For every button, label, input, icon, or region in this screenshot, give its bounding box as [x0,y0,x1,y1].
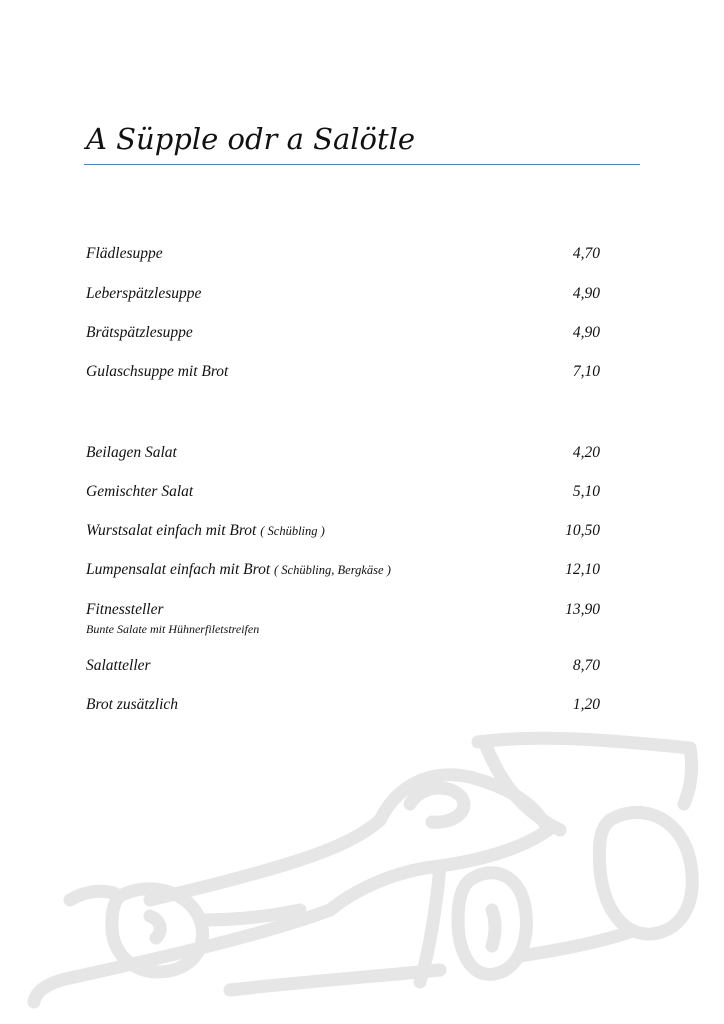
item-note: ( Schübling ) [260,524,325,538]
title-underline [84,164,640,165]
item-name: Leberspätzlesuppe [86,285,202,302]
item-name: Gulaschsuppe mit Brot [86,363,229,380]
item-name: Brot zusätzlich [86,696,179,713]
page-title: A Süpple odr a Salötle [86,122,416,156]
item-name: Fitnessteller [86,601,164,618]
item-price: 4,90 [572,285,600,302]
race-car-icon [0,720,724,1024]
item-price: 7,10 [572,363,600,380]
item-price: 5,10 [572,483,600,500]
item-price: 1,20 [572,696,600,713]
item-name: Brätspätzlesuppe [86,324,193,341]
item-note: ( Schübling, Bergkäse ) [274,563,391,577]
item-name: Wurstsalat einfach mit Brot [86,522,257,539]
item-price: 10,50 [565,522,600,539]
item-price: 4,20 [572,444,600,461]
menu-item-fitnessteller [86,600,600,640]
item-price: 4,90 [572,324,600,341]
item-name: Lumpensalat einfach mit Brot [86,561,271,578]
item-name: Flädlesuppe [86,245,163,262]
item-name: Salatteller [86,657,151,674]
item-name: Beilagen Salat [86,444,177,461]
item-price: 8,70 [572,657,600,674]
item-name-wrapper [86,521,325,541]
item-name-wrapper [86,560,391,580]
item-description: Bunte Salate mit Hühnerfiletstreifen [86,622,260,636]
item-price: 13,90 [565,601,600,618]
item-name: Gemischter Salat [86,483,194,500]
item-price: 4,70 [572,245,600,262]
item-price: 12,10 [565,561,600,578]
